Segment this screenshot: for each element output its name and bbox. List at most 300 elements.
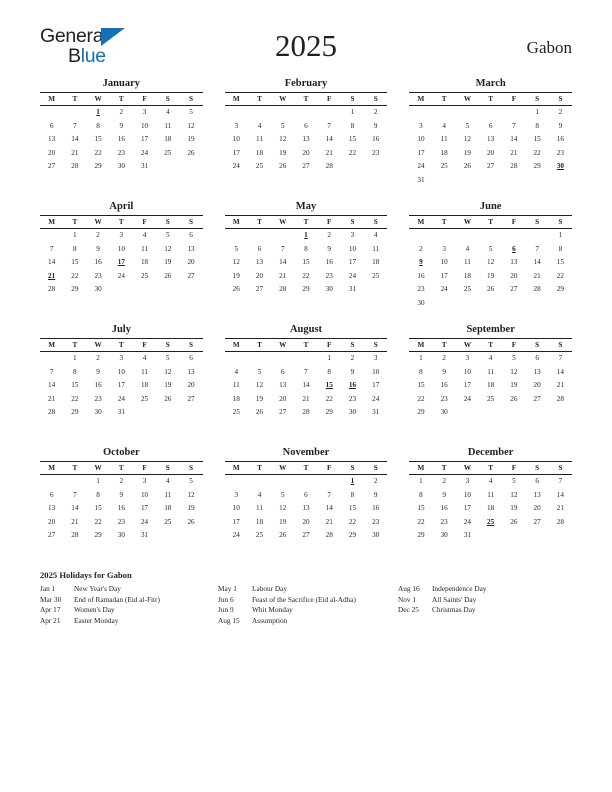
day-cell: 30 xyxy=(440,408,448,417)
day-cell: 1 xyxy=(73,231,77,240)
day-cell-empty xyxy=(63,105,86,119)
day-cell: 28 xyxy=(48,285,56,294)
day-cell: 20 xyxy=(533,381,541,390)
month-block-july xyxy=(40,322,203,445)
logo-letters-lue: lue xyxy=(80,45,106,67)
day-cell-empty xyxy=(248,474,271,488)
day-cell: 27 xyxy=(48,162,56,171)
weekday-header: M xyxy=(409,216,432,229)
day-cell-empty xyxy=(456,173,479,187)
day-cell: 19 xyxy=(232,271,240,280)
month-block-may xyxy=(225,199,388,322)
legend-item xyxy=(398,595,572,606)
weekday-header: S xyxy=(341,462,364,475)
legend-item-date: Mar 30 xyxy=(40,594,62,604)
day-cell: 15 xyxy=(417,381,425,390)
day-cell: 26 xyxy=(487,285,495,294)
weekday-header: S xyxy=(156,216,179,229)
day-cell: 16 xyxy=(117,504,125,513)
weekday-header: M xyxy=(409,462,432,475)
day-cell-empty xyxy=(479,105,502,119)
day-cell-empty xyxy=(433,105,456,119)
legend-item-date: Nov 1 xyxy=(398,594,417,604)
day-cell: 11 xyxy=(487,367,495,376)
day-cell: 28 xyxy=(325,531,333,540)
month-table xyxy=(40,215,203,309)
day-cell: 30 xyxy=(417,298,425,307)
legend-item-date: Dec 25 xyxy=(398,605,419,615)
legend-item-date: Jun 9 xyxy=(218,605,234,615)
weekday-header-row xyxy=(225,462,388,475)
day-cell: 27 xyxy=(187,271,195,280)
weekday-header: T xyxy=(110,462,133,475)
week-row xyxy=(225,515,388,529)
day-cell: 15 xyxy=(417,504,425,513)
day-cell-empty xyxy=(179,296,202,310)
day-cell: 19 xyxy=(164,258,172,267)
weekday-header: T xyxy=(294,339,317,352)
day-cell: 11 xyxy=(232,381,240,390)
day-cell: 27 xyxy=(533,517,541,526)
day-cell: 13 xyxy=(48,135,56,144)
day-cell-empty xyxy=(156,405,179,419)
legend-item-name: Independence Day xyxy=(432,584,487,593)
weekday-header: S xyxy=(179,462,202,475)
day-cell: 17 xyxy=(417,148,425,157)
weekday-header: M xyxy=(225,93,248,106)
day-cell: 17 xyxy=(372,381,380,390)
day-cell: 5 xyxy=(280,490,285,499)
day-cell: 6 xyxy=(304,121,308,130)
week-row xyxy=(225,228,388,242)
weekday-header: W xyxy=(456,339,479,352)
week-row xyxy=(40,228,203,242)
weekday-header: S xyxy=(341,93,364,106)
day-cell: 13 xyxy=(487,135,495,144)
weekday-header: W xyxy=(456,93,479,106)
day-cell: 6 xyxy=(189,231,193,240)
day-cell: 14 xyxy=(556,367,564,376)
day-cell: 17 xyxy=(140,135,149,144)
week-row xyxy=(40,501,203,515)
week-row xyxy=(40,528,203,542)
day-cell-empty xyxy=(294,105,317,119)
weekday-header: T xyxy=(433,216,456,229)
weekday-header: S xyxy=(156,93,179,106)
day-cell: 13 xyxy=(187,244,195,253)
calendar-months-grid xyxy=(40,76,572,568)
day-cell: 16 xyxy=(372,135,380,144)
day-cell: 22 xyxy=(533,148,541,157)
day-cell-empty xyxy=(456,405,479,419)
day-cell-empty xyxy=(248,542,271,556)
day-cell-empty xyxy=(549,419,572,433)
day-cell: 10 xyxy=(440,258,448,267)
day-cell: 13 xyxy=(48,504,56,513)
weekday-header-row xyxy=(40,462,203,475)
day-cell: 7 xyxy=(280,244,285,253)
weekday-header: M xyxy=(40,339,63,352)
day-cell: 7 xyxy=(558,354,563,363)
weekday-header: F xyxy=(502,462,525,475)
day-cell-empty xyxy=(433,419,456,433)
day-cell: 3 xyxy=(419,121,423,130)
weekday-header: W xyxy=(271,339,294,352)
day-cell: 9 xyxy=(373,490,378,499)
day-cell: 9 xyxy=(96,367,100,376)
day-cell: 17 xyxy=(232,517,240,526)
day-cell: 2 xyxy=(442,477,446,486)
day-cell-empty xyxy=(156,542,179,556)
day-cell-empty xyxy=(502,405,525,419)
day-cell: 13 xyxy=(279,381,287,390)
day-cell: 14 xyxy=(302,381,310,390)
day-cell: 30 xyxy=(372,531,380,540)
day-cell: 20 xyxy=(533,504,541,513)
day-cell: 25 xyxy=(140,394,149,403)
weekday-header: F xyxy=(318,462,341,475)
week-row xyxy=(225,242,388,256)
day-cell: 5 xyxy=(257,367,262,376)
day-cell: 8 xyxy=(558,244,563,253)
day-cell: 14 xyxy=(510,135,518,144)
week-row xyxy=(40,365,203,379)
day-cell: 10 xyxy=(117,367,125,376)
month-title: June xyxy=(479,201,502,212)
day-cell: 26 xyxy=(279,162,287,171)
day-cell: 25 xyxy=(164,148,172,157)
week-row xyxy=(225,119,388,133)
day-cell-empty xyxy=(479,528,502,542)
weekday-header: M xyxy=(409,93,432,106)
day-cell: 28 xyxy=(533,285,541,294)
day-cell: 20 xyxy=(255,271,264,280)
day-cell-empty xyxy=(133,296,156,310)
weekday-header: S xyxy=(179,93,202,106)
day-cell: 5 xyxy=(465,121,470,130)
day-cell: 22 xyxy=(325,394,333,403)
day-cell-empty xyxy=(110,542,133,556)
day-cell-empty xyxy=(364,282,387,296)
month-block-november xyxy=(225,445,388,568)
weekday-header: T xyxy=(294,462,317,475)
day-cell: 12 xyxy=(279,135,287,144)
week-row xyxy=(409,242,572,256)
day-cell: 16 xyxy=(417,271,425,280)
week-row xyxy=(225,542,388,556)
day-cell-empty xyxy=(456,105,479,119)
day-cell: 1 xyxy=(419,477,423,486)
weekday-header: T xyxy=(248,339,271,352)
day-cell-empty xyxy=(526,419,549,433)
weekday-header-row xyxy=(40,339,203,352)
day-cell: 7 xyxy=(73,121,77,130)
day-cell-holiday: 15 xyxy=(325,381,333,390)
day-cell: 10 xyxy=(140,121,149,130)
day-cell-holiday: 6 xyxy=(512,244,516,253)
day-cell: 26 xyxy=(187,148,195,157)
weekday-header: S xyxy=(364,93,387,106)
day-cell-empty xyxy=(433,542,456,556)
holidays-legend xyxy=(40,570,572,626)
day-cell: 2 xyxy=(350,354,355,363)
day-cell: 23 xyxy=(325,271,333,280)
weekday-header: T xyxy=(110,216,133,229)
day-cell: 9 xyxy=(327,244,331,253)
day-cell: 1 xyxy=(419,354,423,363)
day-cell: 17 xyxy=(348,258,357,267)
legend-item-date: Jun 6 xyxy=(218,594,234,604)
day-cell: 26 xyxy=(279,531,287,540)
day-cell: 22 xyxy=(417,394,425,403)
legend-item-date: Apr 17 xyxy=(40,605,61,615)
legend-title: 2025 Holidays for Gabon xyxy=(40,570,132,580)
month-table xyxy=(225,92,388,186)
day-cell-empty xyxy=(526,405,549,419)
day-cell-empty xyxy=(225,105,248,119)
day-cell-empty xyxy=(502,528,525,542)
day-cell: 30 xyxy=(94,285,102,294)
day-cell-empty xyxy=(156,282,179,296)
day-cell: 7 xyxy=(49,244,54,253)
day-cell: 11 xyxy=(141,367,149,376)
day-cell: 22 xyxy=(302,271,310,280)
day-cell: 12 xyxy=(463,135,471,144)
day-cell: 2 xyxy=(373,477,378,486)
day-cell: 12 xyxy=(255,381,264,390)
weekday-header: F xyxy=(133,93,156,106)
weekday-header: S xyxy=(364,216,387,229)
day-cell: 18 xyxy=(232,394,240,403)
weekday-header: M xyxy=(409,339,432,352)
day-cell: 17 xyxy=(140,504,149,513)
month-title: May xyxy=(295,201,317,212)
legend-item xyxy=(40,605,218,616)
weekday-header: W xyxy=(271,462,294,475)
month-table xyxy=(409,92,572,186)
day-cell: 12 xyxy=(187,121,195,130)
day-cell: 14 xyxy=(48,381,56,390)
day-cell-empty xyxy=(110,282,133,296)
day-cell: 26 xyxy=(164,394,172,403)
day-cell-empty xyxy=(225,296,248,310)
weekday-header: T xyxy=(479,339,502,352)
day-cell: 25 xyxy=(140,271,149,280)
day-cell: 15 xyxy=(302,258,310,267)
day-cell: 27 xyxy=(487,162,495,171)
day-cell-empty xyxy=(433,228,456,242)
legend-item-name: Whit Monday xyxy=(252,605,293,615)
day-cell-empty xyxy=(456,228,479,242)
day-cell-empty xyxy=(63,542,86,556)
day-cell: 7 xyxy=(512,121,516,130)
legend-column xyxy=(40,584,218,626)
day-cell: 20 xyxy=(302,517,310,526)
month-title: October xyxy=(102,447,140,458)
day-cell: 16 xyxy=(94,381,102,390)
day-cell: 18 xyxy=(164,504,172,513)
day-cell: 24 xyxy=(372,394,380,403)
week-row xyxy=(409,542,572,556)
day-cell-empty xyxy=(502,105,525,119)
day-cell: 12 xyxy=(510,367,518,376)
legend-item-name: Christmas Day xyxy=(432,605,476,615)
day-cell: 21 xyxy=(48,394,56,403)
day-cell: 6 xyxy=(49,490,54,499)
day-cell: 12 xyxy=(187,490,195,499)
month-table xyxy=(225,461,388,555)
week-row xyxy=(409,419,572,433)
day-cell: 26 xyxy=(463,162,471,171)
day-cell: 20 xyxy=(302,148,310,157)
day-cell: 9 xyxy=(119,490,124,499)
legend-column xyxy=(218,584,398,626)
day-cell-empty xyxy=(248,296,271,310)
month-block-february xyxy=(225,76,388,199)
day-cell: 1 xyxy=(350,108,355,117)
day-cell: 25 xyxy=(255,162,264,171)
day-cell: 24 xyxy=(463,517,471,526)
day-cell: 10 xyxy=(463,490,471,499)
day-cell: 31 xyxy=(140,162,149,171)
day-cell: 13 xyxy=(255,258,264,267)
week-row xyxy=(40,351,203,365)
day-cell-empty xyxy=(409,419,432,433)
day-cell-empty xyxy=(294,351,317,365)
day-cell: 29 xyxy=(556,285,564,294)
day-cell-empty xyxy=(156,419,179,433)
day-cell-empty xyxy=(502,296,525,310)
day-cell-empty xyxy=(40,351,63,365)
day-cell: 27 xyxy=(302,162,310,171)
day-cell: 29 xyxy=(325,408,333,417)
day-cell: 23 xyxy=(117,517,125,526)
week-row xyxy=(40,105,203,119)
day-cell: 14 xyxy=(325,135,333,144)
day-cell: 18 xyxy=(487,504,495,513)
day-cell-empty xyxy=(526,173,549,187)
day-cell-empty xyxy=(549,528,572,542)
day-cell: 23 xyxy=(117,148,125,157)
day-cell: 23 xyxy=(440,394,448,403)
week-row xyxy=(225,474,388,488)
month-title: September xyxy=(466,324,515,335)
day-cell: 10 xyxy=(232,135,240,144)
day-cell: 17 xyxy=(440,271,448,280)
day-cell-empty xyxy=(40,296,63,310)
day-cell-empty xyxy=(294,474,317,488)
day-cell: 6 xyxy=(257,244,262,253)
day-cell-empty xyxy=(294,296,317,310)
day-cell-empty xyxy=(318,296,341,310)
day-cell-empty xyxy=(526,296,549,310)
weekday-header-row xyxy=(225,339,388,352)
day-cell: 5 xyxy=(189,477,193,486)
weekday-header: T xyxy=(63,216,86,229)
day-cell: 21 xyxy=(71,148,79,157)
weekday-header: W xyxy=(86,216,109,229)
day-cell-empty xyxy=(271,105,294,119)
day-cell: 21 xyxy=(533,271,541,280)
weekday-header: T xyxy=(248,216,271,229)
legend-item-name: New Year's Day xyxy=(74,584,121,593)
day-cell: 30 xyxy=(117,162,125,171)
weekday-header: T xyxy=(63,339,86,352)
day-cell: 25 xyxy=(440,162,448,171)
weekday-header: F xyxy=(318,339,341,352)
weekday-header: S xyxy=(549,339,572,352)
week-row xyxy=(40,515,203,529)
day-cell: 1 xyxy=(96,477,100,486)
day-cell: 8 xyxy=(535,121,539,130)
day-cell-empty xyxy=(40,474,63,488)
day-cell-empty xyxy=(248,419,271,433)
page-title-country: Gabon xyxy=(526,38,572,57)
day-cell: 22 xyxy=(417,517,425,526)
day-cell: 9 xyxy=(119,121,124,130)
day-cell-empty xyxy=(133,542,156,556)
day-cell: 4 xyxy=(165,477,170,486)
day-cell: 18 xyxy=(255,517,264,526)
month-title: February xyxy=(284,78,328,89)
weekday-header: M xyxy=(40,216,63,229)
day-cell-empty xyxy=(225,351,248,365)
weekday-header: F xyxy=(502,216,525,229)
week-row xyxy=(225,296,388,310)
day-cell: 3 xyxy=(465,354,470,363)
week-row xyxy=(40,255,203,269)
day-cell: 16 xyxy=(372,504,380,513)
week-row xyxy=(409,119,572,133)
day-cell: 8 xyxy=(73,367,77,376)
month-block-october xyxy=(40,445,203,568)
day-cell: 24 xyxy=(117,271,125,280)
day-cell-empty xyxy=(294,419,317,433)
day-cell: 31 xyxy=(417,175,425,184)
weekday-header-row xyxy=(225,216,388,229)
day-cell: 18 xyxy=(140,258,149,267)
day-cell: 12 xyxy=(510,490,518,499)
day-cell-empty xyxy=(271,474,294,488)
week-row xyxy=(409,269,572,283)
day-cell: 18 xyxy=(255,148,264,157)
day-cell-empty xyxy=(341,296,364,310)
day-cell-empty xyxy=(225,542,248,556)
week-row xyxy=(40,296,203,310)
day-cell: 15 xyxy=(348,135,357,144)
day-cell-empty xyxy=(341,419,364,433)
weekday-header: T xyxy=(63,93,86,106)
day-cell: 29 xyxy=(94,531,102,540)
day-cell: 4 xyxy=(142,231,147,240)
day-cell-holiday: 1 xyxy=(304,231,308,240)
weekday-header: S xyxy=(549,462,572,475)
weekday-header: F xyxy=(133,339,156,352)
day-cell: 11 xyxy=(487,490,495,499)
month-title: July xyxy=(111,324,131,335)
day-cell: 12 xyxy=(164,244,172,253)
day-cell: 14 xyxy=(71,135,79,144)
day-cell-empty xyxy=(110,173,133,187)
day-cell-empty xyxy=(40,173,63,187)
month-table xyxy=(409,338,572,432)
month-table xyxy=(40,92,203,186)
day-cell-empty xyxy=(364,173,387,187)
day-cell: 2 xyxy=(327,231,331,240)
day-cell: 11 xyxy=(256,504,263,513)
day-cell-empty xyxy=(318,105,341,119)
day-cell: 28 xyxy=(48,408,56,417)
